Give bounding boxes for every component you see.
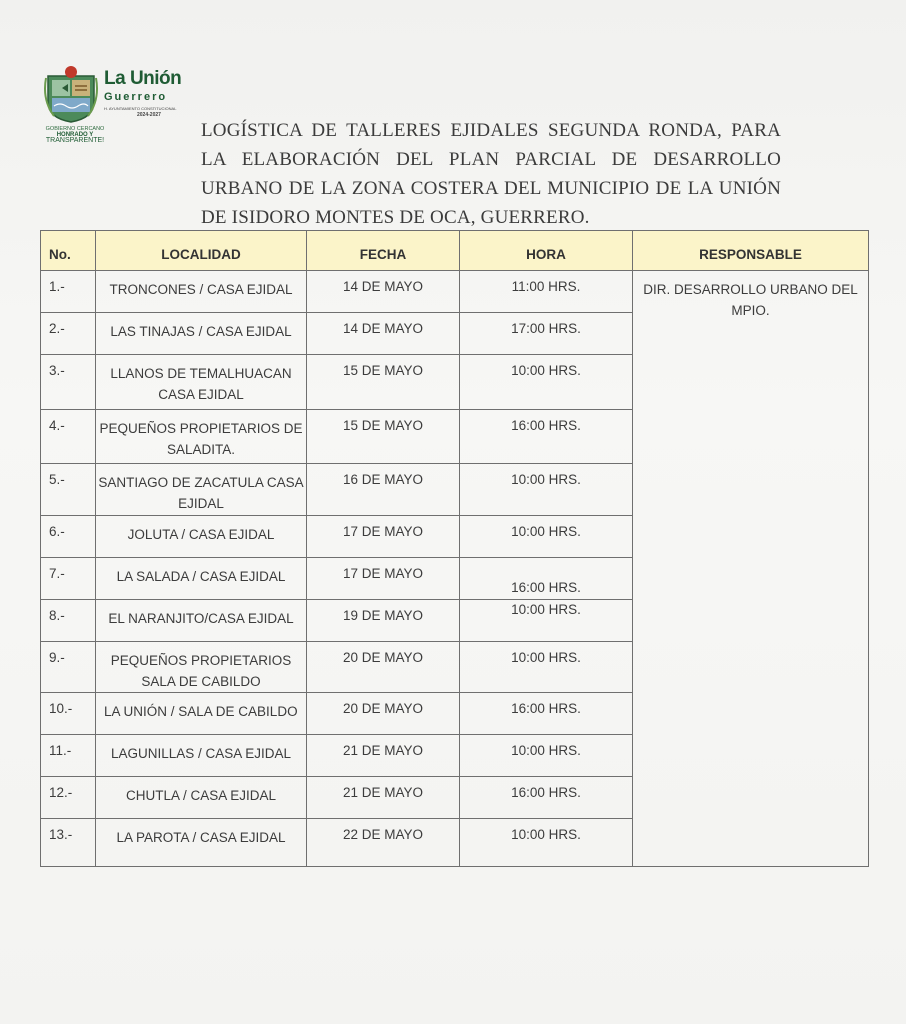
coat-of-arms-icon [44,64,98,124]
row-hora: 10:00 HRS. [460,355,633,410]
row-hora: 10:00 HRS. [460,735,633,777]
row-localidad: LAGUNILLAS / CASA EJIDAL [96,735,307,777]
row-localidad: TRONCONES / CASA EJIDAL [96,271,307,313]
logo-subtitle: H. AYUNTAMIENTO CONSTITUCIONAL [104,106,177,111]
row-fecha: 20 DE MAYO [307,642,460,693]
row-no: 6.- [41,516,96,558]
row-no: 5.- [41,464,96,516]
row-hora: 10:00 HRS. [460,819,633,867]
logo-motto [40,126,110,144]
row-no: 10.- [41,693,96,735]
row-localidad: JOLUTA / CASA EJIDAL [96,516,307,558]
row-no: 13.- [41,819,96,867]
row-hora: 16:00 HRS. [460,410,633,464]
document-title: LOGÍSTICA DE TALLERES EJIDALES SEGUNDA RONDA, PARA LA ELABORACIÓN DEL PLAN PARCIAL DE DESARROLLO URBANO DE LA ZONA COSTERA DEL MUNICIPIO DE LA UNIÓN DE ISIDORO MONTES DE OCA, GUERRERO. [201,120,781,228]
logo-years: 2024-2027 [137,112,161,118]
responsable-cell: DIR. DESARROLLO URBANO DEL MPIO. [633,271,869,867]
row-no: 1.- [41,271,96,313]
row-fecha: 22 DE MAYO [307,819,460,867]
row-fecha: 20 DE MAYO [307,693,460,735]
logo-motto-line-1: GOBIERNO CERCANO [45,126,105,132]
logo-name: La Unión [104,68,182,89]
logo-motto-line-3: TRANSPARENTE! [45,137,105,144]
header-hora: HORA [460,231,633,271]
row-fecha: 14 DE MAYO [307,313,460,355]
municipal-logo [40,60,190,150]
row-localidad: PEQUEÑOS PROPIETARIOS SALA DE CABILDO [96,642,307,693]
row-fecha: 16 DE MAYO [307,464,460,516]
row-hora: 10:00 HRS. [460,516,633,558]
row-localidad: CHUTLA / CASA EJIDAL [96,777,307,819]
row-hora: 16:00 HRS. [460,693,633,735]
header-responsable: RESPONSABLE [633,231,869,271]
row-localidad: LA PAROTA / CASA EJIDAL [96,819,307,867]
row-fecha: 17 DE MAYO [307,516,460,558]
row-localidad: LA UNIÓN / SALA DE CABILDO [96,693,307,735]
row-localidad: LAS TINAJAS / CASA EJIDAL [96,313,307,355]
row-fecha: 21 DE MAYO [307,735,460,777]
logo-motto-line-2: HONRADO Y [56,132,94,138]
logo-state: Guerrero [104,91,168,103]
row-fecha: 14 DE MAYO [307,271,460,313]
row-localidad: LA SALADA / CASA EJIDAL [96,558,307,600]
row-no: 9.- [41,642,96,693]
row-no: 11.- [41,735,96,777]
schedule-table [40,230,869,867]
row-fecha: 15 DE MAYO [307,410,460,464]
row-fecha: 19 DE MAYO [307,600,460,642]
row-localidad: PEQUEÑOS PROPIETARIOS DE SALADITA. [96,410,307,464]
row-hora: 10:00 HRS. [460,642,633,693]
row-hora: 17:00 HRS. [460,313,633,355]
row-no: 7.- [41,558,96,600]
row-no: 2.- [41,313,96,355]
row-localidad: SANTIAGO DE ZACATULA CASA EJIDAL [96,464,307,516]
table-header-row [41,231,869,271]
row-hora: 11:00 HRS. [460,271,633,313]
header-fecha: FECHA [307,231,460,271]
row-localidad: EL NARANJITO/CASA EJIDAL [96,600,307,642]
row-no: 8.- [41,600,96,642]
table-row [41,271,869,313]
row-localidad: LLANOS DE TEMALHUACAN CASA EJIDAL [96,355,307,410]
row-hora: 16:00 HRS. [460,777,633,819]
row-fecha: 15 DE MAYO [307,355,460,410]
row-no: 3.- [41,355,96,410]
row-fecha: 21 DE MAYO [307,777,460,819]
row-hora: 10:00 HRS. [460,600,633,642]
row-no: 12.- [41,777,96,819]
row-hora: 16:00 HRS. [460,558,633,600]
row-no: 4.- [41,410,96,464]
header-no: No. [41,231,96,271]
header-localidad: LOCALIDAD [96,231,307,271]
row-hora: 10:00 HRS. [460,464,633,516]
row-fecha: 17 DE MAYO [307,558,460,600]
